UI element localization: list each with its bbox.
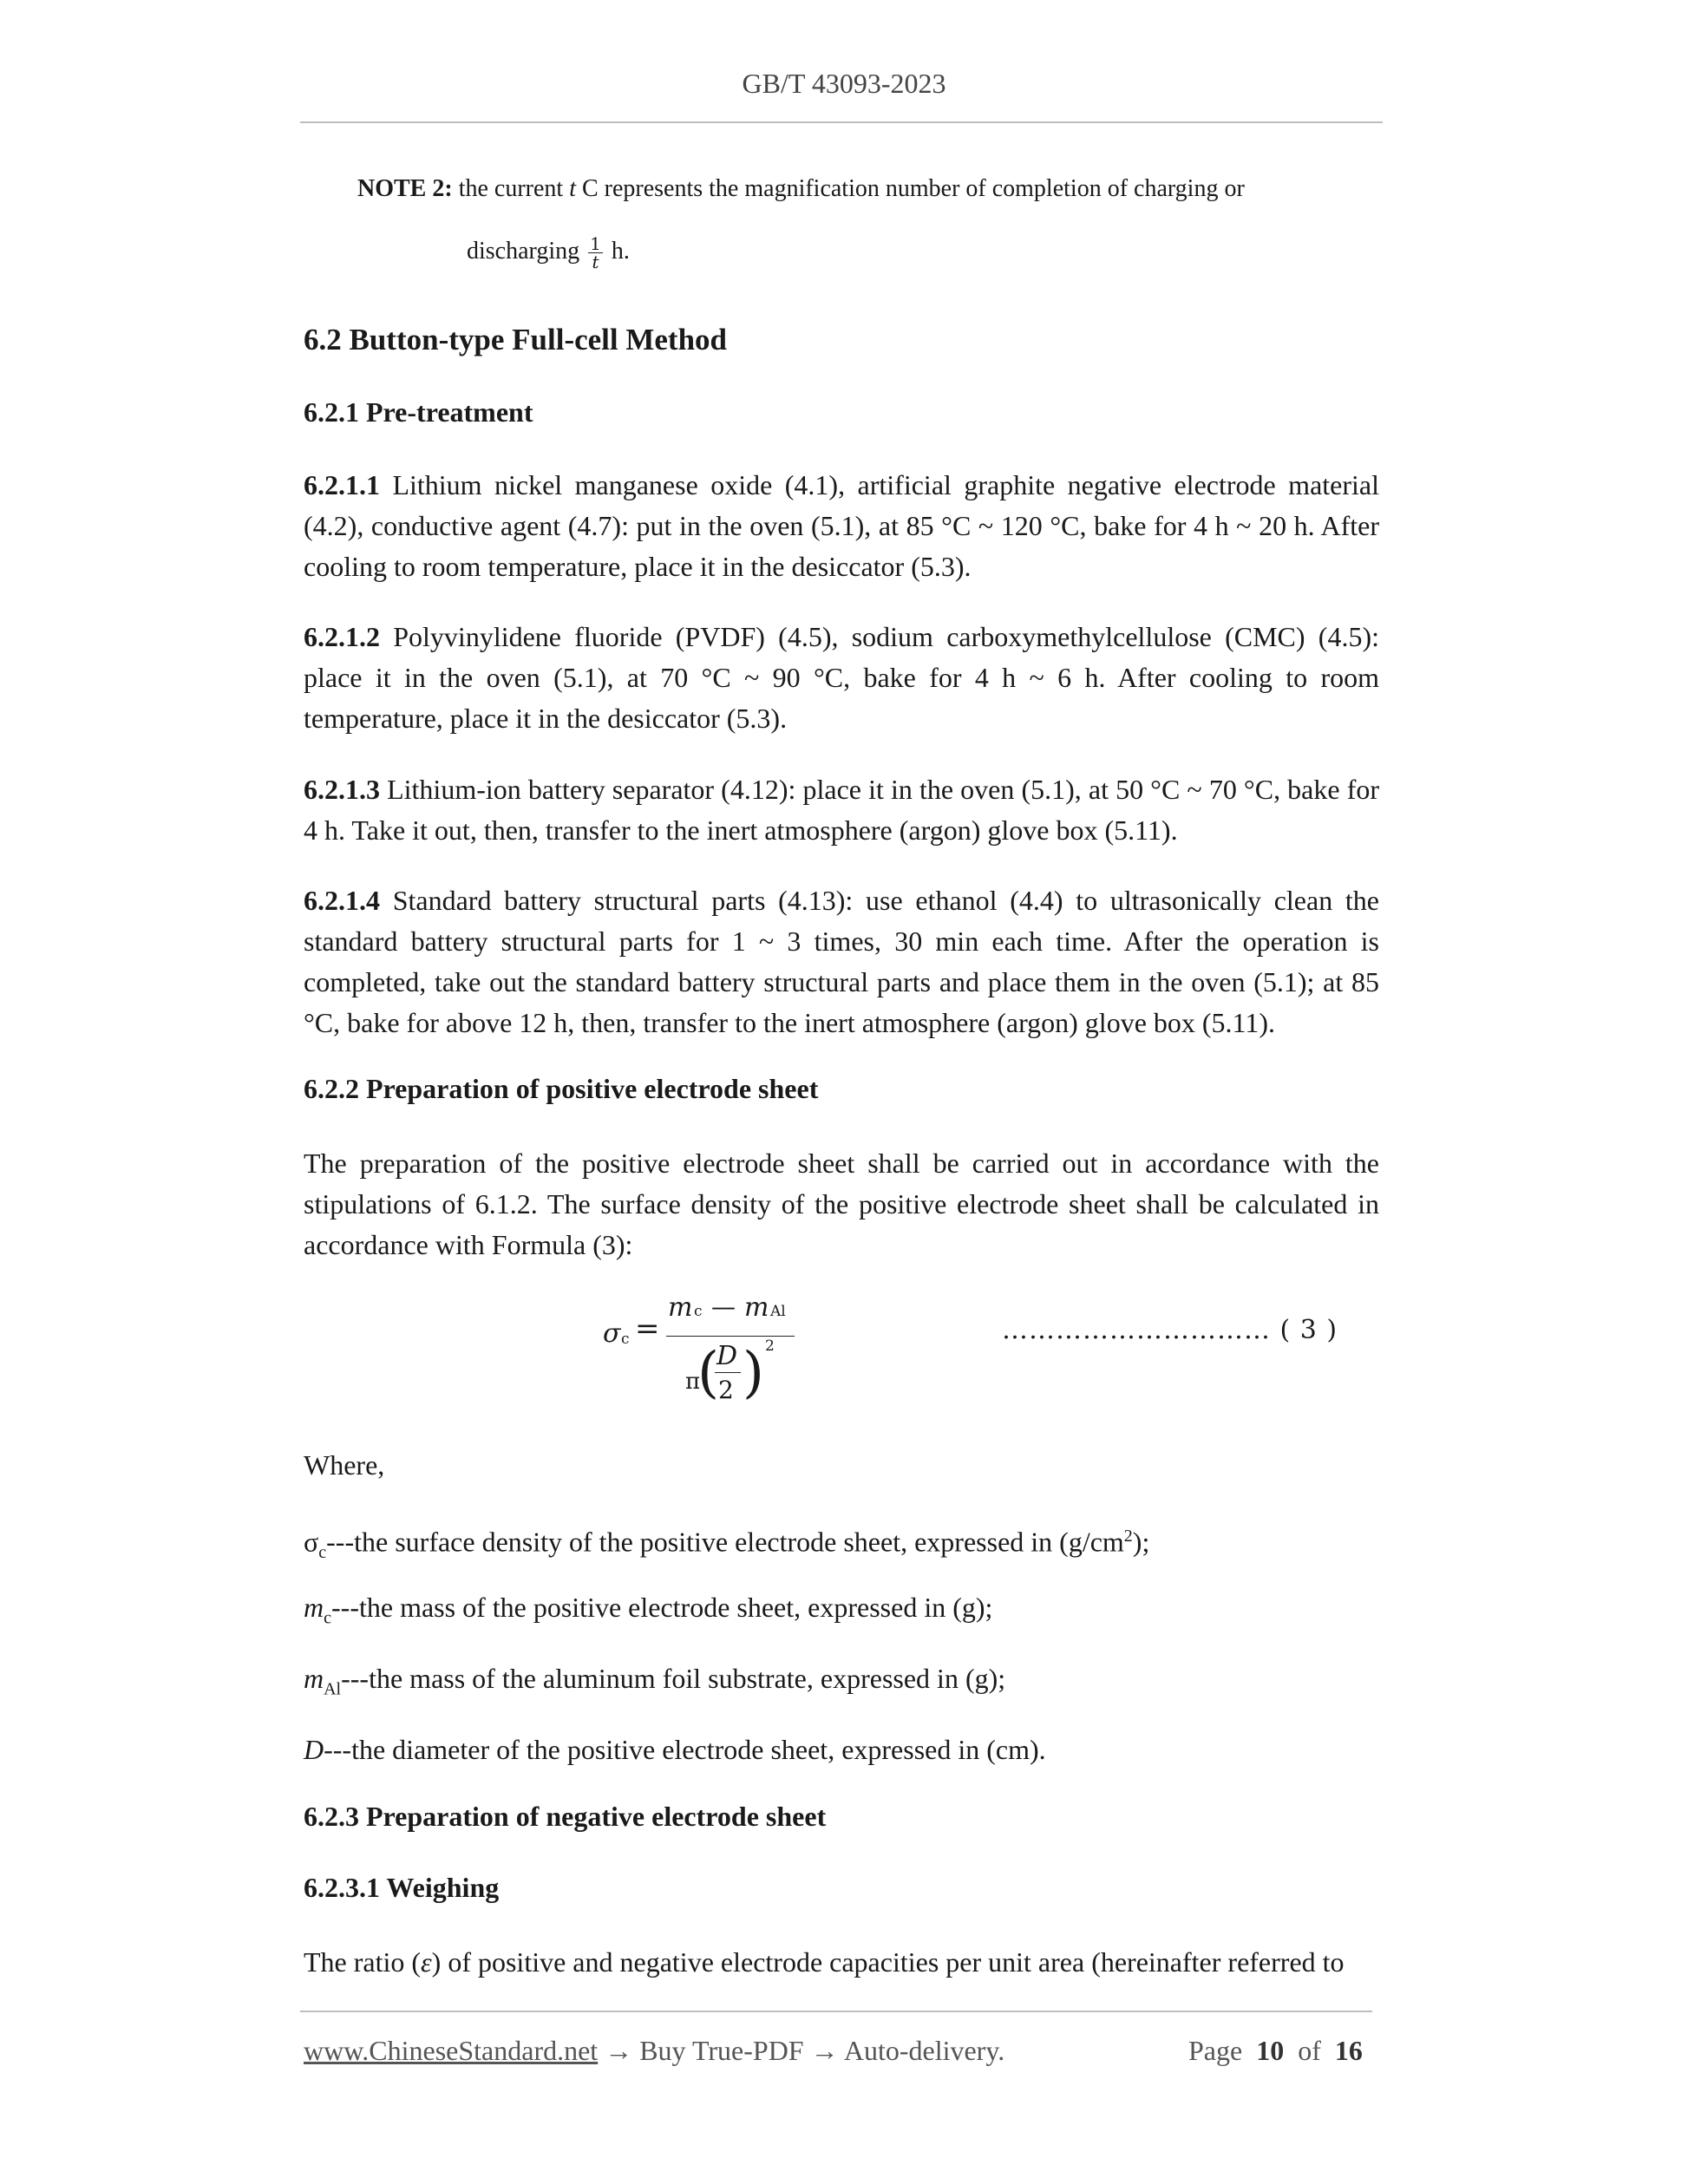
definition-d: D---the diameter of the positive electrode sheet, expressed in (cm). [304, 1734, 1046, 1765]
section-heading-6-2-3: 6.2.3 Preparation of negative electrode sheet [304, 1801, 827, 1832]
paragraph-6-2-1-1: 6.2.1.1 Lithium nickel manganese oxide (4.1), artificial graphite negative electrode material (4.2), conductive agent (4.7): put in the oven (5.1), at 85 °C ~ 120 °C, bake for 4 h ~ 20 h. After cooling to room temperature, place it in the desiccator (5.3). [304, 469, 1379, 582]
note-2-line2: discharging $\frac{1}{t}$ h. [467, 233, 630, 273]
formula-3: σ c = m c — m Al π ( D 2 ) 2 [599, 1292, 824, 1414]
note-2: NOTE 2: the current t C represents the magnification number of completion of charging or [357, 175, 1245, 202]
section-heading-6-2-2: 6.2.2 Preparation of positive electrode sheet [304, 1073, 819, 1104]
formula-number: ………………………… ( 3 ) [1002, 1315, 1338, 1345]
definition-m-c: $m_c--$-the mass of the positive electrode sheet, expressed in (g); [304, 1592, 993, 1628]
paragraph-6-2-1-3: 6.2.1.3 Lithium-ion battery separator (4.12): place it in the oven (5.1), at 50 °C ~ 70 °C, bake for 4 h. Take it out, then, transfer to the inert atmosphere (argon) glove box (5.11). [304, 774, 1379, 846]
buy-true-pdf-link[interactable]: Buy True-PDF [639, 2035, 804, 2066]
fraction-bar [666, 1336, 795, 1337]
fraction-1-over-t: $\frac{1}{t}$ [590, 233, 601, 273]
page-number: Page 10 of 16 [1188, 2035, 1363, 2066]
footer-links: www.ChineseStandard.net → Buy True-PDF → Auto-delivery. [304, 2035, 1005, 2066]
definition-sigma-c: $\sigma_c--$-the surface density of the positive electrode sheet, expressed in $(g/cm^2)$; [304, 1526, 1150, 1563]
paragraph-6-2-3-1: The ratio (ε) of positive and negative electrode capacities per unit area (hereinafter referred to [304, 1946, 1345, 1978]
where-label: Where, [304, 1449, 385, 1481]
section-heading-6-2: 6.2 Button-type Full-cell Method [304, 323, 728, 356]
paragraph-6-2-2: The preparation of the positive electrode sheet shall be carried out in accordance with the stipulations of 6.1.2. The surface density of the positive electrode sheet shall be calculated in accordance with Formula (3): [304, 1148, 1379, 1260]
website-link[interactable]: www.ChineseStandard.net [304, 2035, 599, 2066]
definition-m-al: $m_{Al}--$-the mass of the aluminum foil substrate, expressed in (g); [304, 1663, 1006, 1699]
section-heading-6-2-3-1: 6.2.3.1 Weighing [304, 1872, 500, 1903]
footer-divider [300, 2011, 1372, 2012]
section-heading-6-2-1: 6.2.1 Pre-treatment [304, 396, 533, 428]
header-divider [300, 121, 1383, 123]
paragraph-6-2-1-2: 6.2.1.2 Polyvinylidene fluoride (PVDF) (4.5), sodium carboxymethylcellulose (CMC) (4.5): place it in the oven (5.1), at 70 °C ~ 90 °C, bake for 4 h ~ 6 h. After cooling to room temperature, place it in the desiccator (5.3). [304, 621, 1379, 734]
auto-delivery-text: Auto-delivery. [843, 2035, 1005, 2066]
page-header-title: GB/T 43093-2023 [742, 68, 946, 99]
note-label: NOTE 2: [357, 175, 453, 202]
paragraph-6-2-1-4: 6.2.1.4 Standard battery structural parts (4.13): use ethanol (4.4) to ultrasonically clean the standard battery structural parts for 1 ~ 3 times, 30 min each time. After the operation is completed, take out the standard battery structural parts and place them in the oven (5.1); at 85 °C, bake for above 12 h, then, transfer to the inert atmosphere (argon) glove box (5.11). [304, 885, 1379, 1038]
